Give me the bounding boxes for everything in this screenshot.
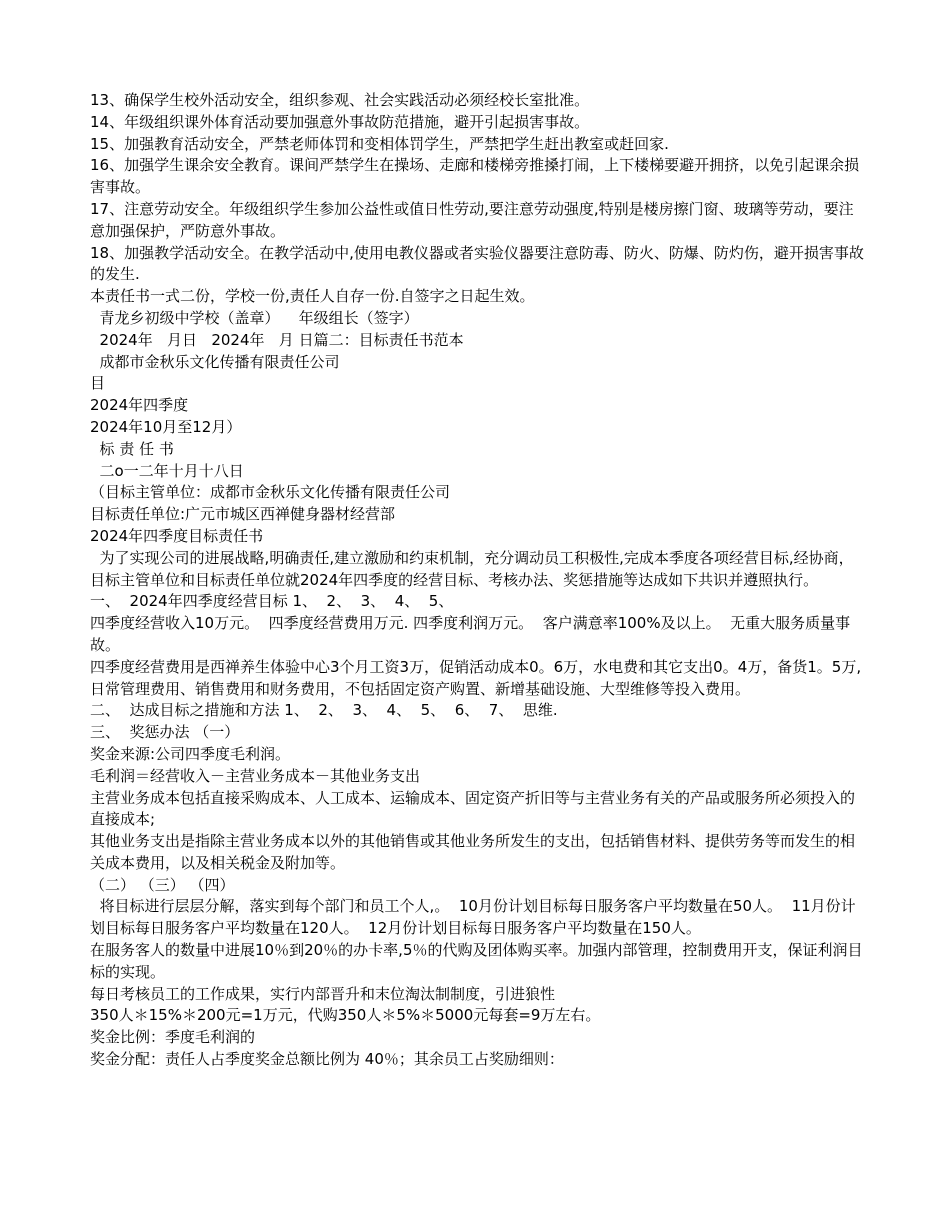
text-line: 奖金比例：季度毛利润的 <box>90 1028 256 1047</box>
text-line: 18、加强教学活动安全。在教学活动中,使用电教仪器或者实验仪器要注意防毒、防火、防爆、防灼伤，避开损害事故的发生. <box>90 243 864 284</box>
text-line: 14、年级组织课外体育活动要加强意外事故防范措施，避开引起损害事故。 <box>90 112 590 131</box>
text-line: 本责任书一式二份，学校一份,责任人自存一份.自签字之日起生效。 <box>90 287 535 306</box>
text-line: 2024年四季度目标责任书 <box>90 526 264 545</box>
document-page <box>90 90 865 1071</box>
text-line: 主营业务成本包括直接采购成本、人工成本、运输成本、固定资产折旧等与主营业务有关的产品或服务所必须投入的直接成本; <box>90 788 856 829</box>
text-line: 2024年10月至12月） <box>90 417 242 436</box>
text-line: 二o一二年十月十八日 <box>90 461 244 480</box>
text-line: 17、注意劳动安全。年级组织学生参加公益性或值日性劳动,要注意劳动强度,特别是楼房擦门窗、玻璃等劳动，要注意加强保护，严防意外事故。 <box>90 199 854 240</box>
text-line: 奖金来源:公司四季度毛利润。 <box>90 744 291 763</box>
text-line: 每日考核员工的工作成果，实行内部晋升和末位淘汰制制度，引进狼性 <box>90 984 556 1003</box>
text-line: 一、 2024年四季度经营目标 1、 2、 3、 4、 5、 <box>90 592 454 611</box>
text-line: 15、加强教育活动安全，严禁老师体罚和变相体罚学生，严禁把学生赶出教室或赶回家. <box>90 134 669 153</box>
text-line: 青龙乡初级中学校（盖章） 年级组长（签字） <box>90 308 419 327</box>
text-line: （二） （三） （四） <box>90 875 235 894</box>
text-line: 成都市金秋乐文化传播有限责任公司 <box>90 352 340 371</box>
text-line: 2024年四季度 <box>90 396 189 415</box>
text-line: 标 责 任 书 <box>90 439 174 458</box>
text-line: 四季度经营收入10万元。 四季度经营费用万元. 四季度利润万元。 客户满意率100%及以上。 无重大服务质量事故。 <box>90 614 851 654</box>
text-line: 13、确保学生校外活动安全，组织参观、社会实践活动必须经校长室批准。 <box>90 91 590 109</box>
text-line: 二、 达成目标之措施和方法 1、 2、 3、 4、 5、 6、 7、 思维. <box>90 701 558 720</box>
text-line: 350人＊15%＊200元=1万元，代购350人＊5%＊5000元每套=9万左右。 <box>90 1006 601 1025</box>
text-line: 毛利润＝经营收入－主营业务成本－其他业务支出 <box>90 766 421 785</box>
text-line: 三、 奖惩办法 （一） <box>90 723 240 742</box>
text-line: 16、加强学生课余安全教育。课间严禁学生在操场、走廊和楼梯旁推搡打闹，上下楼梯要避开拥挤，以免引起课余损害事故。 <box>90 156 860 197</box>
text-line: （目标主管单位：成都市金秋乐文化传播有限责任公司 <box>90 483 451 502</box>
text-line: 奖金分配：责任人占季度奖金总额比例为 40％；其余员工占奖励细则： <box>90 1050 564 1069</box>
text-line: 目 <box>90 374 106 393</box>
text-line: 将目标进行层层分解，落实到每个部门和员工个人,。 10月份计划目标每日服务客户平均数量在50人。 11月份计划目标每日服务客户平均数量在120人。 12月份计划目标每日服务客户平均数量在150人。 <box>90 897 856 938</box>
text-line: 在服务客人的数量中进展10％到20％的办卡率,5％的代购及团体购买率。加强内部管理，控制费用开支，保证利润目标的实现。 <box>90 941 863 981</box>
text-line: 四季度经营费用是西禅养生体验中心3个月工资3万，促销活动成本0。6万，水电费和其它支出0。4万，备货1。5万,日常管理费用、销售费用和财务费用，不包括固定资产购置、新增基础设施、大型维修等投入费用。 <box>90 657 862 698</box>
text-line: 2024年 月日 2024年 月 日篇二：目标责任书范本 <box>90 330 464 349</box>
text-line: 目标责任单位:广元市城区西禅健身器材经营部 <box>90 505 396 524</box>
text-line: 其他业务支出是指除主营业务成本以外的其他销售或其他业务所发生的支出，包括销售材料、提供劳务等而发生的相关成本费用，以及相关税金及附加等。 <box>90 832 856 872</box>
text-line: 为了实现公司的进展战略,明确责任,建立激励和约束机制，充分调动员工积极性,完成本季度各项经营目标,经协商，目标主管单位和目标责任单位就2024年四季度的经营目标、考核办法、奖惩措施等达成如下共识并遵照执行。 <box>90 548 854 589</box>
